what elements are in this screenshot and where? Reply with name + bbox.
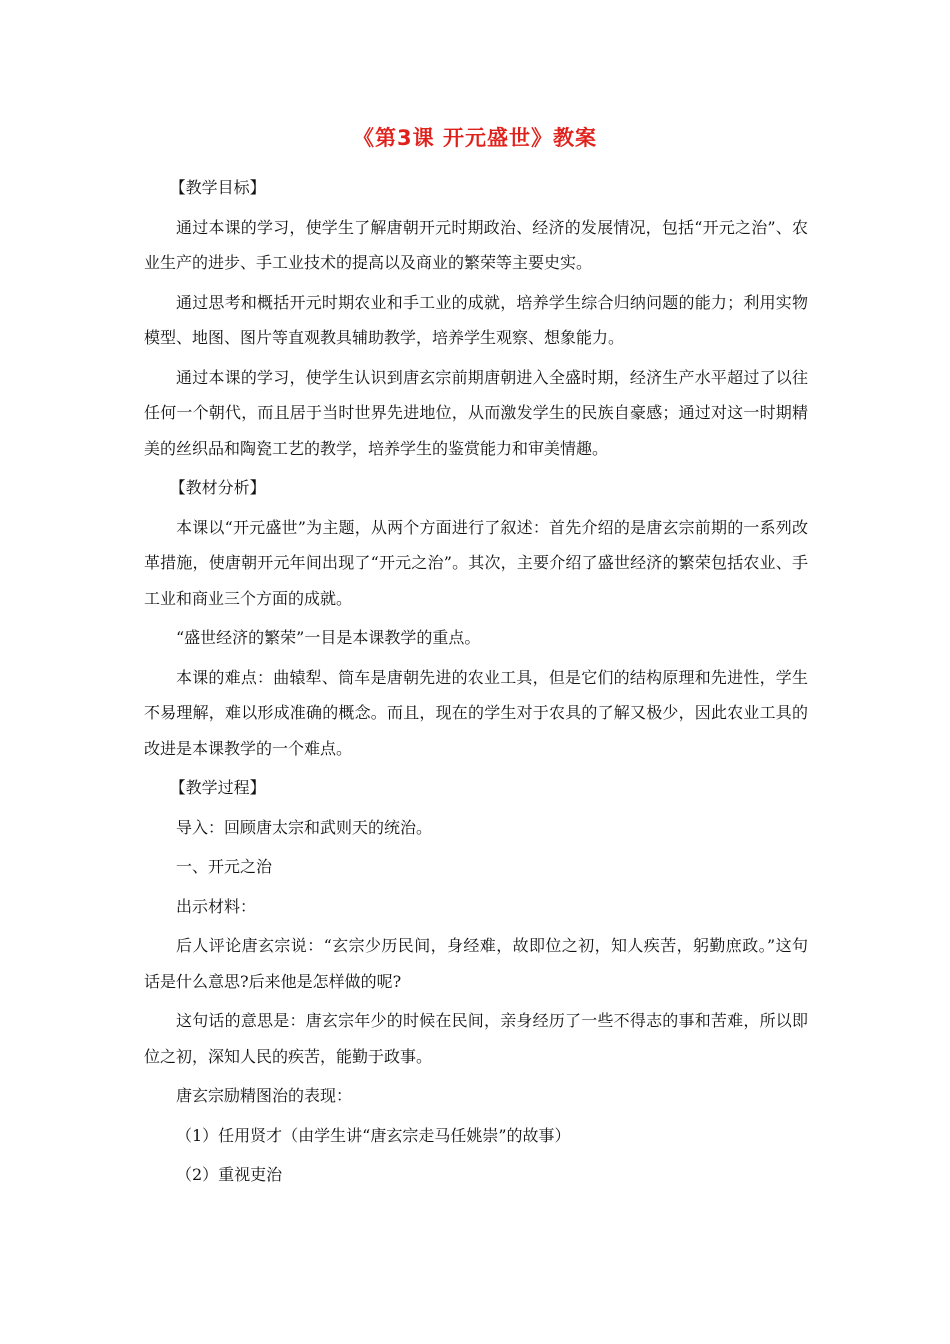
section-heading: 【教学过程】: [169, 778, 266, 797]
body-paragraph: 唐玄宗励精图治的表现：: [176, 1086, 353, 1105]
body-paragraph: 导入：回顾唐太宗和武则天的统治。: [176, 817, 433, 837]
section-heading: 【教材分析】: [169, 478, 266, 497]
body-paragraph: 出示材料：: [176, 896, 257, 916]
section-heading: 【教学目标】: [169, 178, 266, 197]
body-paragraph: 通过本课的学习，使学生认识到唐玄宗前期唐朝进入全盛时期，经济生产水平超过了以往任何一个朝代，而且居于当时世界先进地位，从而激发学生的民族自豪感；通过对这一时期精美的丝织品和陶瓷工艺的教学，培养学生的鉴赏能力和审美情趣。: [144, 367, 808, 458]
body-paragraph: “盛世经济的繁荣”一目是本课教学的重点。: [176, 628, 481, 647]
body-paragraph: 一、开元之治: [176, 857, 273, 876]
body-paragraph: 本课的难点：曲辕犁、筒车是唐朝先进的农业工具，但是它们的结构原理和先进性，学生不易理解，难以形成准确的概念。而且，现在的学生对于农具的了解又极少，因此农业工具的改进是本课教学的一个难点。: [144, 667, 808, 758]
body-paragraph: 通过本课的学习，使学生了解唐朝开元时期政治、经济的发展情况，包括“开元之治”、农业生产的进步、手工业技术的提高以及商业的繁荣等主要史实。: [144, 217, 808, 272]
body-paragraph: 后人评论唐玄宗说：“玄宗少历民间，身经难，故即位之初，知人疾苦，躬勤庶政。”这句话是什么意思?后来他是怎样做的呢?: [144, 936, 808, 991]
body-paragraph: （2）重视吏治: [176, 1165, 283, 1184]
body-paragraph: 这句话的意思是：唐玄宗年少的时候在民间，亲身经历了一些不得志的事和苦难，所以即位之初，深知人民的疾苦，能勤于政事。: [144, 1011, 808, 1066]
document-title: 《第3课 开元盛世》教案: [353, 126, 597, 150]
body-paragraph: （1）任用贤才（由学生讲“唐玄宗走马任姚崇”的故事）: [176, 1125, 571, 1145]
body-paragraph: 通过思考和概括开元时期农业和手工业的成就，培养学生综合归纳问题的能力；利用实物模型、地图、图片等直观教具辅助教学，培养学生观察、想象能力。: [144, 292, 808, 347]
body-paragraph: 本课以“开元盛世”为主题，从两个方面进行了叙述：首先介绍的是唐玄宗前期的一系列改革措施，使唐朝开元年间出现了“开元之治”。其次，主要介绍了盛世经济的繁荣包括农业、手工业和商业三个方面的成就。: [144, 517, 808, 608]
document-body: [144, 170, 808, 1197]
